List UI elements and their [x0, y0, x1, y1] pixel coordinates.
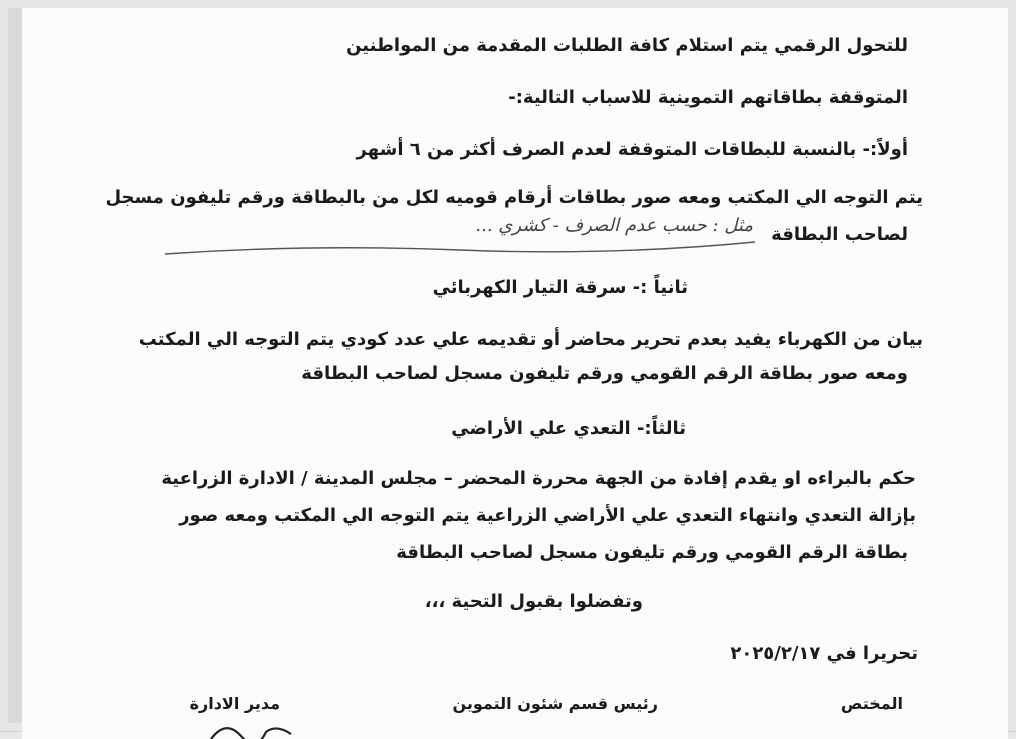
- text-line-first-b: لصاحب البطاقة: [771, 224, 908, 245]
- text-line-digital: للتحول الرقمي يتم استلام كافة الطلبات المقدمة من المواطنين: [346, 35, 908, 56]
- document-page: [22, 8, 1008, 739]
- section-first-heading: أولاً:- بالنسبة للبطاقات المتوقفة لعدم الصرف أكثر من ٦ أشهر: [356, 139, 908, 160]
- issue-date: تحريرا في ٢٠٢٥/٢/١٧: [730, 643, 918, 664]
- text-line-third-b: بإزالة التعدي وانتهاء التعدي علي الأراضي الزراعية يتم التوجه الي المكتب ومعه صور: [179, 505, 916, 526]
- text-line-second-a: بيان من الكهرباء يفيد بعدم تحرير محاضر أو تقديمه علي عدد كودي يتم التوجه الي المكتب: [138, 329, 923, 350]
- signature-supply-head: رئيس قسم شئون التموين: [452, 694, 658, 713]
- section-third-heading: ثالثاً:- التعدي علي الأراضي: [451, 418, 686, 439]
- signature-specialist: المختص: [840, 694, 903, 713]
- text-line-third-a: حكم بالبراءه او يقدم إفادة من الجهة محررة المحضر – مجلس المدينة / الادارة الزراعية: [161, 468, 916, 489]
- signature-director: مدير الادارة: [189, 694, 280, 713]
- text-line-third-c: بطاقة الرقم القومي ورقم تليفون مسجل لصاحب البطاقة: [396, 542, 908, 563]
- text-line-suspended: المتوقفة بطاقاتهم التموينية للاسباب التالية:-: [508, 87, 908, 108]
- handwritten-note: مثل : حسب عدم الصرف - كشري ...: [475, 215, 753, 236]
- closing-greeting: وتفضلوا بقبول التحية ،،،: [424, 591, 643, 612]
- text-line-second-b: ومعه صور بطاقة الرقم القومي ورقم تليفون مسجل لصاحب البطاقة: [301, 363, 908, 384]
- handwritten-underline: [160, 236, 760, 266]
- section-second-heading: ثانياً :- سرقة التيار الكهربائي: [432, 277, 688, 298]
- text-line-first-a: يتم التوجه الي المكتب ومعه صور بطاقات أرقام قوميه لكل من بالبطاقة ورقم تليفون مسجل: [105, 187, 923, 208]
- director-signature-mark: [206, 714, 296, 739]
